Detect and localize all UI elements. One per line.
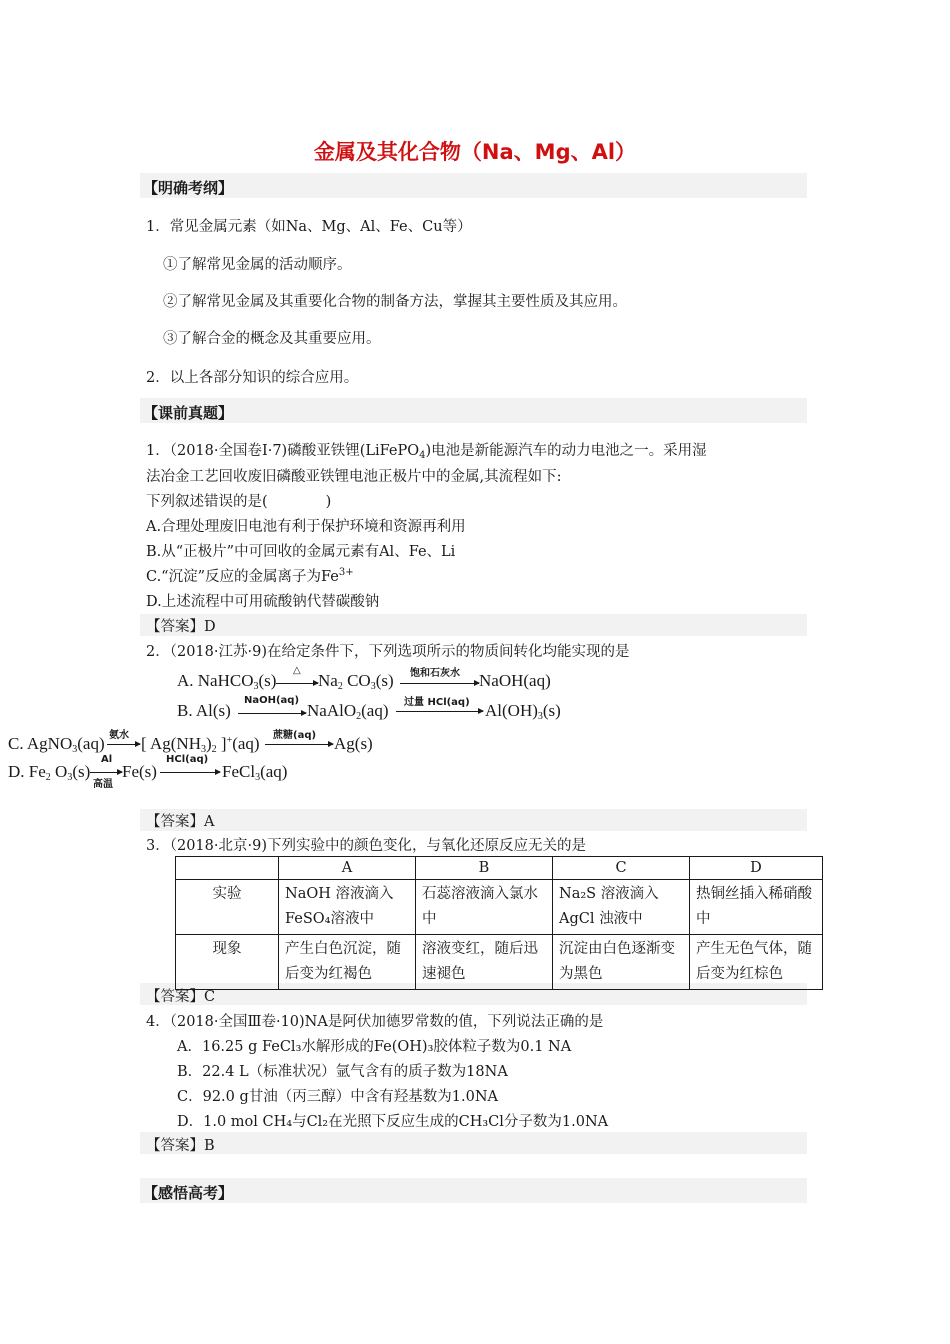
arrow-condition: 氨水: [109, 730, 129, 741]
page-title: 金属及其化合物（Na、Mg、Al）: [313, 140, 637, 164]
option: D．1.0 mol CH₄与Cl₂在光照下反应生成的CH₃Cl分子数为1.0NA: [177, 1114, 609, 1130]
arrow-condition: 蔗糖(aq): [273, 730, 317, 741]
table-header: A: [279, 857, 416, 880]
question-stem: 4．（2018·全国Ⅲ卷·10)NA是阿伏加德罗常数的值，下列说法正确的是: [146, 1014, 604, 1030]
answer: 【答案】C: [146, 989, 216, 1005]
table-cell: Na₂S 溶液滴入AgCl 浊液中: [553, 880, 690, 935]
question-stem: 1．（2018·全国卷Ⅰ·7)磷酸亚铁锂(LiFePO$_4$)电池是新能源汽车的动力电池之一。采用湿: [146, 443, 707, 461]
reaction-product: $Al(OH)_3(s)$: [485, 701, 561, 722]
arrow: [160, 772, 220, 773]
option: C．92.0 g甘油（丙三醇）中含有羟基数为1.0NA: [177, 1089, 498, 1105]
table-header: D: [690, 857, 823, 880]
table-cell: 热铜丝插入稀硝酸中: [690, 880, 823, 935]
row-label: 现象: [176, 935, 279, 990]
answer: 【答案】D: [146, 619, 216, 635]
reaction-option-b: B. Al(s): [177, 701, 231, 720]
arrow: [90, 772, 122, 773]
section-band: [140, 173, 807, 198]
section-heading: 【课前真题】: [143, 404, 234, 422]
reaction-option-d: D. $Fe_2$ $O_3(s)$: [8, 762, 91, 783]
answer: 【答案】A: [146, 814, 215, 830]
section-heading: 【明确考纲】: [143, 179, 234, 197]
section-heading: 【感悟高考】: [143, 1184, 234, 1202]
arrow: [396, 711, 483, 712]
arrow: [265, 744, 333, 745]
arrow-condition: HCl(aq): [166, 754, 209, 765]
arrow-condition: Al: [101, 754, 113, 765]
outline-subitem: ①了解常见金属的活动顺序。: [163, 257, 352, 273]
table-header: B: [416, 857, 553, 880]
option: D.上述流程中可用硫酸钠代替碳酸钠: [146, 594, 380, 610]
reaction-option-a: A. NaHCO$_3$(s): [177, 671, 277, 692]
experiment-table: [175, 856, 823, 990]
answer: 【答案】B: [146, 1138, 215, 1154]
option: A.合理处理废旧电池有利于保护环境和资源再利用: [146, 519, 466, 535]
arrow-condition: NaOH(aq): [244, 695, 300, 706]
section-band: [140, 398, 807, 423]
reaction-option-c: C. AgNO$_3$(aq): [8, 734, 105, 755]
option: B．22.4 L（标准状况）氩气含有的质子数为18NA: [177, 1064, 508, 1080]
answer-band: [140, 614, 807, 636]
arrow: [276, 683, 318, 684]
reaction-product: NaOH(aq): [479, 671, 551, 690]
reaction-product: $Na_2$ $CO_3(s)$: [318, 671, 394, 692]
arrow: [107, 744, 140, 745]
section-band: [140, 1178, 807, 1203]
table-cell: 产生无色气体，随后变为红棕色: [690, 935, 823, 990]
outline-item: 2．以上各部分知识的综合应用。: [146, 370, 359, 386]
row-label: 实验: [176, 880, 279, 935]
outline-item: 1．常见金属元素（如Na、Mg、Al、Fe、Cu等）: [146, 219, 472, 235]
question-stem: 2．（2018·江苏·9)在给定条件下，下列选项所示的物质间转化均能实现的是: [146, 644, 630, 660]
reaction-product: [ $Ag(NH_3)_2$ ]+(aq): [141, 734, 260, 755]
table-cell: NaOH 溶液滴入FeSO₄溶液中: [279, 880, 416, 935]
arrow: [400, 683, 479, 684]
reaction-product: FeCl$_3$(aq): [222, 762, 288, 783]
option: B.从“正极片”中可回收的金属元素有Al、Fe、Li: [146, 544, 456, 560]
answer-band: [140, 1132, 807, 1154]
option: A．16.25 g FeCl₃水解形成的Fe(OH)₃胶体粒子数为0.1 NA: [177, 1039, 572, 1055]
table-cell: 沉淀由白色逐渐变为黑色: [553, 935, 690, 990]
answer-band: [140, 809, 807, 831]
reaction-product: NaAlO$_2$(aq): [307, 701, 389, 722]
table-cell: 产生白色沉淀，随后变为红褐色: [279, 935, 416, 990]
reaction-product: Ag(s): [334, 734, 373, 753]
arrow-condition: 高温: [93, 779, 113, 790]
reaction-product: Fe(s): [122, 762, 157, 781]
arrow: [238, 713, 306, 714]
table-cell: 溶液变红，随后迅速褪色: [416, 935, 553, 990]
option: C.“沉淀”反应的金属离子为$Fe^{3+}$: [146, 567, 354, 585]
arrow-condition: 饱和石灰水: [410, 668, 460, 679]
outline-subitem: ③了解合金的概念及其重要应用。: [163, 331, 381, 347]
table-header: [176, 857, 279, 880]
arrow-condition: 过量 HCl(aq): [404, 697, 470, 708]
arrow-condition: △: [293, 665, 301, 676]
table-header: C: [553, 857, 690, 880]
question-stem: 法冶金工艺回收废旧磷酸亚铁锂电池正极片中的金属,其流程如下:: [146, 469, 562, 485]
table-cell: 石蕊溶液滴入氯水中: [416, 880, 553, 935]
outline-subitem: ②了解常见金属及其重要化合物的制备方法，掌握其主要性质及其应用。: [163, 294, 627, 310]
question-stem: 下列叙述错误的是( ): [146, 494, 332, 510]
question-stem: 3．（2018·北京·9)下列实验中的颜色变化，与氧化还原反应无关的是: [146, 838, 586, 854]
